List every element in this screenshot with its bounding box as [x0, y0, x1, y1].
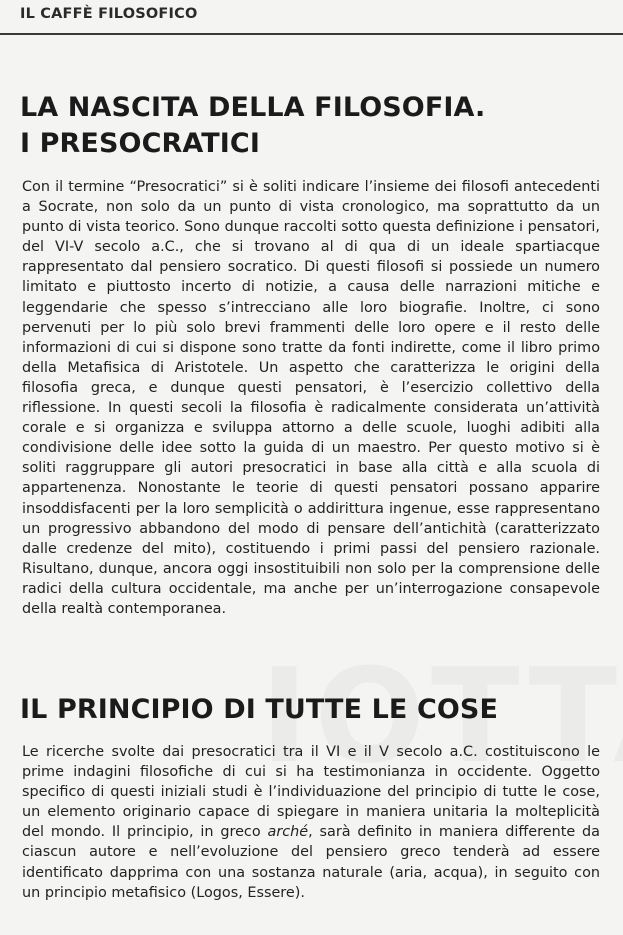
section-title-principio: IL PRINCIPIO DI TUTTE LE COSE — [20, 694, 499, 725]
running-head: IL CAFFÈ FILOSOFICO — [20, 6, 198, 22]
page-header — [0, 0, 623, 35]
section-title-presocratici — [20, 90, 610, 162]
section-paragraph-presocratici: Con il termine “Presocratici” si è soliti indicare l’insieme dei filosofi antecedenti a Socrate, non solo da un punto di vista cronologico, ma soprattutto da un punto di vista teorico. Sono dunque raccolti sotto questa definizione i pensatori, del VI-V secolo a.C., che si trovano al di qua di un ideale spartiacque rappresentato dal pensiero socratico. Di questi filosofi si possiede un numero limitato e piuttosto incerto di notizie, a causa delle narrazioni mitiche e leggendarie che spesso s’intrecciano alle loro biografie. Inoltre, ci sono pervenuti per lo più solo brevi frammenti delle loro opere e il resto delle informazioni di cui si dispone sono tratte da fonti indirette, come il libro primo della Metafisica di Aristotele. Un aspetto che caratterizza le origini della filosofia greca, e dunque questi pensatori, è l’esercizio collettivo della riflessione. In questi secoli la filosofia è radicalmente considerata un’attività corale e si organizza e sviluppa attorno a delle scuole, luoghi adibiti alla condivisione delle idee sotto la guida di un maestro. Per questo motivo si è soliti raggruppare gli autori presocratici in base alla città e alla scuola di appartenenza. Nonostante le teorie di questi pensatori possano apparire insoddisfacenti per la loro semplicità o addirittura ingenue, esse rappresentano un progressivo abbandono del modo di pensare dell’antichità (caratterizzato dalle credenze del mito), costituendo i primi passi del pensiero razionale. Risultano, dunque, ancora oggi insostituibili non solo per la comprensione delle radici della cultura occidentale, ma anche per un’interrogazione consapevole della realtà contemporanea. — [22, 179, 600, 617]
section-title-line-2: I PRESOCRATICI — [20, 128, 260, 159]
paragraph-text-before-italic: Le ricerche svolte dai presocratici tra il VI e il V secolo a.C. costituiscono le prime indagini filosofiche di cui si ha testimonianza in occidente. Oggetto specifico di questi iniziali studi è l’individuazione del principio di tutte le cose, un elemento originario capace di spiegare in maniera unitaria la molteplicità del mondo. Il principio, in greco — [22, 744, 600, 841]
section-title-line-1: LA NASCITA DELLA FILOSOFIA. — [20, 92, 486, 123]
paragraph-text-after-italic: , sarà definito in maniera differente da ciascun autore e nell’evoluzione del pensiero greco tenderà ad essere identificato dapprima con una sostanza naturale (aria, acqua), in seguito con un principio metafisico (Logos, Essere). — [22, 824, 600, 901]
paragraph-italic-term: arché — [267, 824, 309, 841]
section-paragraph-principio — [22, 742, 600, 903]
